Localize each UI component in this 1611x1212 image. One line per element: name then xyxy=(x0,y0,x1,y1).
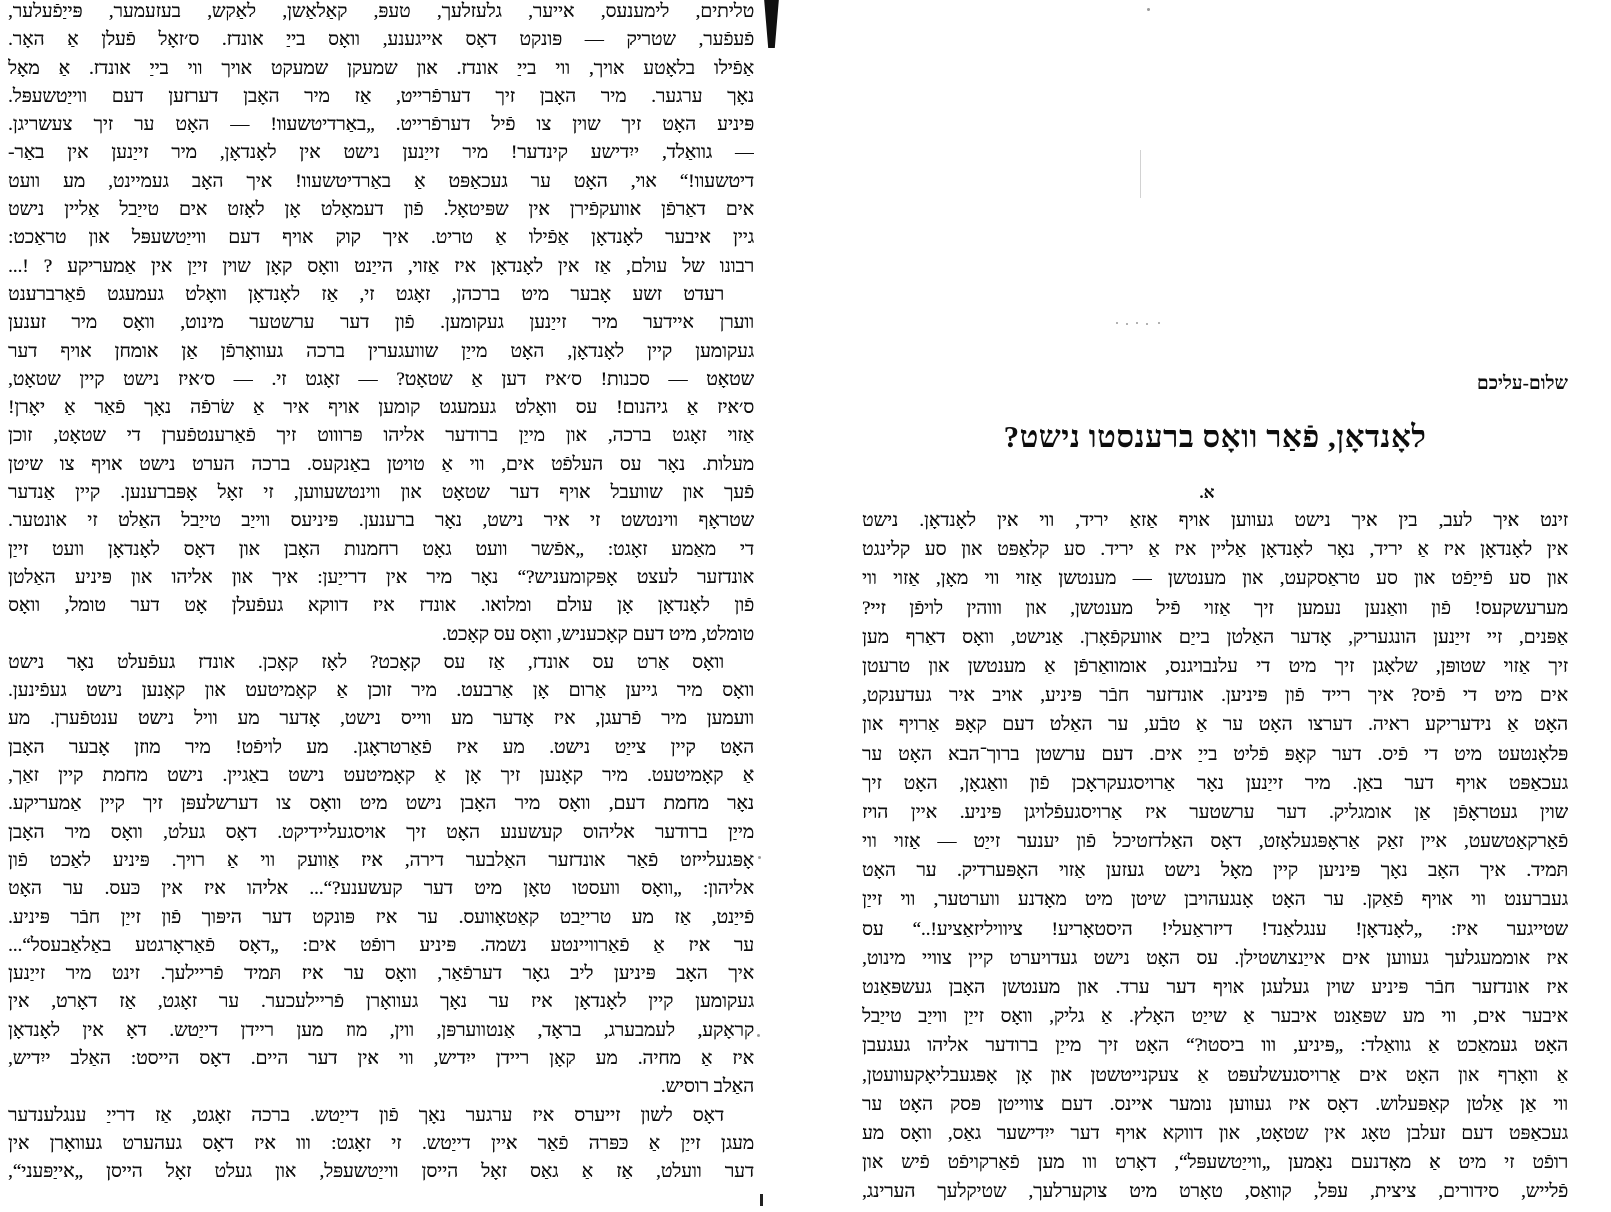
text-line: שוין געטראָפֿן אַן אומגליק. דער ערשטער איז אַרויסגעפֿלויגן פּיניע. איין הויז xyxy=(862,801,1568,823)
text-line: געכאַפּט דעם זעלבן טאָג אין שטאָט, און דווקא אויף דער ייִדישער גאַס, וואָס מע xyxy=(862,1122,1568,1144)
text-line: געברענט ווי אויף פֿאַקן. ער האָט אָנגעהויבן שיטן מיט מאָדנע ווערטער, ווי זייַן xyxy=(862,889,1568,911)
text-line: גיין איבער לאָנדאָן אַפֿילו אַ טריט. איך קוק אויף דעם ווייַטשעפּל און טראַכט: xyxy=(8,227,754,249)
text-line: זינט איך לעב, בין איך נישט געווען אויף אַזאַ יריד, ווי אין לאָנדאָן. נישט xyxy=(862,510,1568,531)
text-line: איך האָב פּיניען ליב גאָר דערפֿאַר, וואָס ער איז תּמיד פֿריילעך. זינט מיר זייַנען xyxy=(8,963,754,985)
text-line: רבונו של עולם, אַז אין לאָנדאָן איז אַזוי, הייַנט וואָס קאָן שוין זייַן אין אַמעריקע ? !... xyxy=(8,255,754,277)
text-line: און סע פֿייַפֿט און סע טראַסקעט, און מענטשן — מענטשן אַזוי ווי מאָן, אַזוי ווי xyxy=(862,568,1568,590)
text-line: מייַן ברודער אליהוס קעשענע האָט זיך אויסגעליידיקט. דאָס געלט, וואָס מיר האָבן xyxy=(8,821,754,843)
text-line: פֿון לאָנדאָן אָן עולם ומלואו. אונדז איז דווקא געפֿעלן אָט דער טומל, וואָס xyxy=(8,595,754,617)
text-line: רעדט זשע אָבער מיט ברכהן, זאָגט זי, אַז לאָנדאָן וואָלט געמעגט פֿאַרברענט xyxy=(8,283,724,305)
text-line: טומלט, מיט דעם קאָכעניש, וואָס עס קאָכט. xyxy=(441,623,754,645)
scan-dot xyxy=(1147,8,1150,11)
text-line: איבער אים, ווי מע שפּאַנט איבער אַ שייַט האָלץ. אַ גליק, וואָס זייַן ווייַב טייַבל xyxy=(862,1006,1568,1028)
text-line: דער וועלט, אַז אַ גאַס זאָל הייסן ווייַטשעפּל, און געלט זאָל הייסן „אייַפּעני“, xyxy=(8,1161,754,1183)
text-line: קראָקע, לעמבערג, בראָד, אַנטווערפּן, ווין, מוז מען ריידן דייַטש. דאָ אין לאָנדאָן xyxy=(8,1019,754,1041)
text-line: אַ קאָמיטעט. מיר קאָנען זיך אָן אַ קאָמיטעט נישט באַגיין. נישט מחמת קיין זאַך, xyxy=(8,765,754,787)
text-line: איז אוממעגלעך געווען אים אייַנצושטילן. עס האָט נישט געדויערט קיין צוויי מינוט, xyxy=(862,947,1568,969)
text-line: שטייגער איז: „לאָנדאָן! ענגלאַנד! דיזראַעלי! היסטאָריע! ציוויליזאַציע!..“ עס xyxy=(862,918,1568,940)
scan-dot xyxy=(1158,322,1160,324)
gutter-mark xyxy=(760,1194,763,1206)
text-line: דיטשעוו!“ אוי, האָט ער געכאַפּט אַ באַרדיטשעוו! איך האָב געמיינט, מע וועט xyxy=(8,170,754,192)
paragraph xyxy=(862,506,1568,1207)
paragraph xyxy=(8,0,754,281)
scan-dot xyxy=(757,1034,760,1037)
text-line: האָט אַ נידעריקע ראיה. דערצו האָט ער אַ טבֿע, ער האַלט דעם קאָפּ אַרויף און xyxy=(862,714,1568,736)
text-line: פּיניע האָט זיך שוין צו פֿיל דערפֿרייט. „באַרדיטשעוו! — האָט ער זיך צעשריגן. xyxy=(8,114,754,136)
scan-dot xyxy=(758,856,761,859)
text-line: אונדזער לעצט אָפּקומעניש?“ נאָר מיר אין דרייַען: איך און אליהו און פּיניע האַלטן xyxy=(8,566,754,588)
scan-dot xyxy=(1146,323,1148,325)
text-line: ווערן איידער מיר זייַנען געקומען. פֿון דער ערשטער מינוט, וואָס מיר זענען xyxy=(8,312,754,334)
text-line: געקומען קיין לאָנדאָן, האָט מייַן שוועגערין ברכה געוואָרפֿן אַן אומחן אויף דער xyxy=(8,340,754,362)
scan-dot xyxy=(1116,322,1118,324)
text-line: געכאַפּט אויף דער באַן. מיר זייַנען נאָר אַרויסגעקראָכן פֿון וואַגאָן, האָט זיך xyxy=(862,772,1568,794)
text-line: שטראָף ווינטשט זי איר נישט, נאָר ברענען. פּיניעס ווייַב טייַבל האַלט זי אונטער. xyxy=(8,510,754,532)
text-line: האָט געמאַכט אַ גוואַלד: „פּיניע, ווו ביסטו?“ האָט זיך מייַן ברודער אליהו געגעבן xyxy=(862,1035,1568,1057)
paragraph xyxy=(8,281,754,649)
text-line: נאָך ערגער. מיר האָבן זיך דערפֿרייט, אַז מיר האָבן דערזען דעם ווייַטשעפּל. xyxy=(8,85,754,107)
text-line: אים דאַרפֿן אוועקפֿירן אין שפּיטאָל. פֿון דעמאָלט אָן לאָזט אים טייַבל אַליין נישט xyxy=(8,199,754,221)
text-line: ער איז אַ פֿאַרוויינטע נשמה. פּיניע רופֿט אים: „דאָס פֿאַראָרגטע באַלאַבעסל“... xyxy=(8,934,754,956)
text-line: דאָס לשון זייערס איז ערגער נאָך פֿון דייַטש. ברכה זאָגט, אַז דרייַ ענגלענדער xyxy=(8,1104,724,1126)
paragraph xyxy=(8,1102,754,1187)
text-line: — גוואַלד, ייִדישע קינדער! מיר זייַנען נישט אין לאָנדאָן, מיר זייַנען אין באַר- xyxy=(8,142,754,164)
text-line: פֿעך און שוועבל אויף דער שטאָט און ווינטשעווען, זי זאָל אָפּברענען. קיין אַנדער xyxy=(8,482,754,504)
text-line: ווי אַן אַלטן קאַפּעלוש. דאָס איז געווען נומער איינס. דעם צווייטן פּסק האָט ער xyxy=(862,1093,1568,1115)
text-line: מערעשקעס! פֿון וואַנען נעמען זיך אַזוי פֿיל מענטשן, און וווהין לויפֿן זיי? xyxy=(862,597,1568,619)
text-line: אָפּגעלייזט פֿאַר אונדזער האַלבער דירה, איז אַוועק ווי אַ רויך. פּיניע לאַכט פֿון xyxy=(8,849,754,871)
text-line: פֿייַנט, אַז מע טרייַבט קאַטאָוועס. ער איז פּונקט דער היפּוך פֿון זייַן חבֿר פּיניע. xyxy=(8,906,754,928)
scan-smudge xyxy=(1140,150,1141,198)
text-line: אין לאָנדאָן איז אַ יריד, נאָר לאָנדאָן אַליין איז אַ יריד. סע קלאַפּט און סע קלינגט xyxy=(862,539,1568,561)
text-line: אַזוי זאָגט ברכה, און מייַן ברודער אליהו פּרוווט זיך פֿאַרענטפֿערן די שטאָט, זוכן xyxy=(8,425,754,447)
scan-dot xyxy=(1126,323,1128,325)
text-line: מעגן זייַן אַ כּפּרה פֿאַר איין דייַטש. זי זאָגט: ווו איז דאָס געהערט געוואָרן אין xyxy=(8,1132,754,1154)
text-line: רופֿט זי מיט אַ מאָדנעם נאָמען „ווייַטשעפּל“, דאָרט ווו מען פֿאַרקויפֿט פֿיש און xyxy=(862,1152,1568,1174)
right-page-text xyxy=(862,506,1568,1207)
text-line: פֿאַרקאַטשעט, איין זאַק אַראָפּגעלאָזט, דאָס האַלדזטיכל פֿון יענער זייַט — אַזוי ווי xyxy=(862,831,1568,853)
text-line: זיך אַזוי שטופּן, שלאָגן זיך מיט די עלנבויגנס, אומוואַרפֿן אַ מענטשן און טרעטן xyxy=(862,655,1568,677)
text-line: איז אַ מחיה. מע קאָן ריידן ייִדיש, ווי אין דער היים. דאָס הייסט: האַלב ייִדיש, xyxy=(8,1047,754,1069)
text-line: נאָר מחמת דעם, וואָס מיר האָבן נישט מיט וואָס צו דערשלעפּן זיך קיין אַמעריקע. xyxy=(8,793,754,815)
paragraph xyxy=(8,649,754,1102)
author-name: שלום-עליכם xyxy=(1476,373,1568,394)
binding-shadow xyxy=(764,0,779,48)
chapter-number: א. xyxy=(1199,483,1215,502)
text-line: אַפֿילו בלאָטע אויך, ווי בייַ אונדז. און שמעקן שמעקט אויך ווי בייַ אונדז. אַ מאָל xyxy=(8,57,754,79)
text-line: האַלב רוסיש. xyxy=(660,1076,754,1098)
text-line: וואָס מיר גייען אַרום אָן אַרבעט. מיר זוכן אַ קאָמיטעט און קאָנען נישט געפֿינען. xyxy=(8,680,754,702)
text-line: פֿלייש, סידורים, ציצית, עפּל, קוואַס, טאָרט מיט צוקערלעך, שטיקלעך הערינג, xyxy=(862,1181,1568,1203)
text-line: טליתים, לימענעס, אייער, גלעזלעך, טעפּ, קאַלאַשן, לאַקש, בעזעמער, פּייַפֿעלער, xyxy=(8,1,754,22)
text-line: איז אונדזער חבֿר פּיניע שוין געלעגן אויף דער ערד. און מענטשן האָבן געשפּאַנט xyxy=(862,977,1568,998)
text-line: אַ וואָרף און האָט אים אַרויסגעשלעפּט אַ צעקנייטשטן און אָן אָפּגעבליאָקעוועטן, xyxy=(862,1064,1568,1086)
text-line: וואָס אַרט עס אונדז, אַז עס קאָכט? לאָז קאָכן. אונדז געפֿעלט נאָר נישט xyxy=(8,651,724,673)
scan-dot xyxy=(1136,322,1138,324)
text-line: פֿעפֿער, שטריק — פּונקט דאָס אייגענע, וואָס בייַ אונדז. ס׳זאָל פֿעלן אַ האָר. xyxy=(8,29,754,51)
text-line: מעלות. נאָר עס העלפֿט אים, ווי אַ טויטן באַנקעס. ברכה הערט נישט אויף צו שיטן xyxy=(8,453,754,475)
text-line: אַפּנים, זיי זייַנען הונגעריק, אָדער האַלטן בייַם אוועקפֿאָרן. אַנישט, וואָס דאַרף מען xyxy=(862,626,1568,648)
text-line: שטאָט — סכנות! ס׳איז דען אַ שטאָט? — זאָגט זי. — ס׳איז נישט קיין שטאָט, xyxy=(8,368,754,390)
text-line: ס׳איז אַ גיהנום! עס וואָלט געמעגט קומען אויף איר אַ שׂרפֿה נאָך פֿאַר אַ יאָרן! xyxy=(8,397,754,419)
text-line: פּלאָנטעט מיט די פֿיס. דער קאָפּ פֿליט בייַ אים. דעם ערשטן ברוך־הבא האָט ער xyxy=(862,743,1568,765)
text-line: וועמען מיר פֿרעגן, איז אָדער מע ווייס נישט, אָדער מע וויל נישט ענטפֿערן. מע xyxy=(8,708,754,730)
text-line: אים מיט די פֿיס? איך רייד פֿון פּיניען. אונדזער חבֿר פּיניע, אויב איר געדענקט, xyxy=(862,685,1568,707)
text-line: אליהון: „וואָס וועסטו טאָן מיט דער קעשענע?“... אליהו איז אין כּעס. ער האָט xyxy=(8,878,754,900)
left-page-text xyxy=(8,0,754,1186)
text-line: די מאַמע זאָגט: „אפֿשר וועט גאָט רחמנות האָבן און דאָס לאָנדאָן וועט זייַן xyxy=(8,538,754,560)
story-title: לאָנדאָן, פֿאַר וואָס ברענסטו נישט? xyxy=(1003,419,1427,454)
text-line: געקומען קיין לאָנדאָן איז ער נאָך געוואָרן פֿריילעכער. ער זאָגט, אַז דאָרט, אין xyxy=(8,991,754,1013)
text-line: האָט קיין צייַט נישט. מע איז פֿאַרטראָגן. מע לויפֿט! מיר מוזן אָבער האָבן xyxy=(8,736,754,758)
text-line: תּמיד. איך האָב נאָך פּיניען קיין מאָל נישט געזען אַזוי האָפּערדיק. ער האָט xyxy=(862,860,1568,882)
